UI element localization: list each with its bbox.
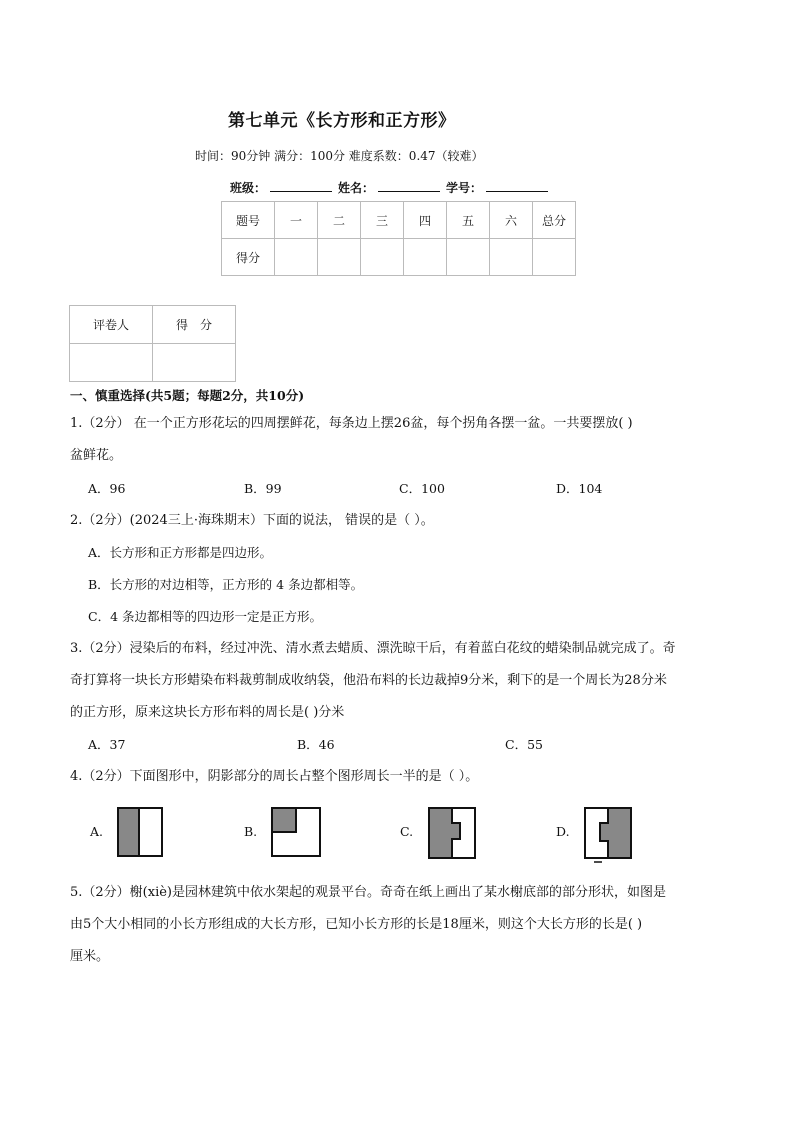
grader-label: 评卷人 — [70, 306, 153, 344]
q2-option-b[interactable]: B．长方形的对边相等，正方形的 4 条边都相等。 — [88, 577, 364, 592]
question-2-line1: 2.（2分）(2024三上·海珠期末）下面的说法， 错误的是（ ）。 — [70, 513, 434, 528]
question-5-line2: 由5个大小相同的小长方形组成的大长方形，已知小长方形的长是18厘米，则这个大长方形的长是( ) — [70, 917, 643, 932]
q3-option-b[interactable]: B．46 — [297, 737, 335, 752]
q1-option-d[interactable]: D．104 — [556, 481, 603, 496]
q3-option-a[interactable]: A．37 — [88, 737, 126, 752]
q4-figure-d — [584, 807, 632, 863]
q4-option-b[interactable]: B. — [244, 824, 258, 839]
score-input-cell[interactable] — [447, 239, 490, 276]
score-cell: 二 — [318, 202, 361, 239]
page-title: 第七单元《长方形和正方形》 — [228, 111, 456, 131]
score-input-cell[interactable] — [404, 239, 447, 276]
name-field[interactable] — [378, 179, 440, 192]
q4-option-a[interactable]: A. — [90, 824, 104, 839]
score-input-cell[interactable] — [361, 239, 404, 276]
grader-score-cell[interactable] — [153, 344, 236, 382]
q3-option-c[interactable]: C．55 — [505, 737, 543, 752]
question-5-line3: 厘米。 — [70, 949, 110, 964]
score-header-row — [222, 202, 576, 239]
section-heading: 一、慎重选择(共5题；每题2分，共10分) — [70, 388, 305, 403]
score-cell: 五 — [447, 202, 490, 239]
question-4-line1: 4.（2分）下面图形中，阴影部分的周长占整个图形周长一半的是（ ）。 — [70, 769, 479, 784]
score-row-label: 得分 — [222, 239, 275, 276]
question-1-line1: 1.（2分） 在一个正方形花坛的四周摆鲜花，每条边上摆26盆，每个拐角各摆一盆。一共要摆放( ) — [70, 416, 633, 431]
score-cell: 三 — [361, 202, 404, 239]
score-cell: 四 — [404, 202, 447, 239]
q1-option-c[interactable]: C．100 — [399, 481, 445, 496]
grader-table — [69, 305, 236, 382]
question-3-line2: 奇打算将一块长方形蜡染布料裁剪制成收纳袋，他沿布料的长边裁掉9分米，剩下的是一个周长为28分米 — [70, 673, 667, 688]
q4-figure-a — [117, 807, 163, 857]
score-input-cell[interactable] — [318, 239, 361, 276]
score-input-cell[interactable] — [275, 239, 318, 276]
grader-score-label: 得 分 — [153, 306, 236, 344]
q2-option-c[interactable]: C．4 条边都相等的四边形一定是正方形。 — [88, 609, 322, 624]
q1-option-a[interactable]: A．96 — [88, 481, 126, 496]
class-label: 班级： — [230, 181, 267, 195]
q4-option-c[interactable]: C. — [400, 824, 414, 839]
q4-figure-c — [428, 807, 476, 859]
question-1-line2: 盆鲜花。 — [70, 448, 123, 463]
q4-figure-b — [271, 807, 321, 857]
question-3-line1: 3.（2分）浸染后的布料，经过冲洗、清水煮去蜡质、漂洗晾干后，有着蓝白花纹的蜡染制品就完成了。奇 — [70, 641, 676, 656]
student-info — [230, 179, 550, 196]
id-field[interactable] — [486, 179, 548, 192]
id-label: 学号： — [446, 181, 483, 195]
score-value-row — [222, 239, 576, 276]
question-3-line3: 的正方形，原来这块长方形布料的周长是( )分米 — [70, 705, 345, 720]
score-table — [221, 201, 576, 276]
q2-option-a[interactable]: A．长方形和正方形都是四边形。 — [88, 545, 273, 560]
score-cell: 总分 — [533, 202, 576, 239]
class-field[interactable] — [270, 179, 332, 192]
exam-meta: 时间：90分钟 满分：100分 难度系数：0.47（较难） — [195, 149, 484, 163]
score-cell: 一 — [275, 202, 318, 239]
question-5-line1: 5.（2分）榭(xiè)是园林建筑中依水架起的观景平台。奇奇在纸上画出了某水榭底部的部分形状，如图是 — [70, 885, 667, 900]
score-cell: 六 — [490, 202, 533, 239]
score-input-cell[interactable] — [533, 239, 576, 276]
name-label: 姓名： — [338, 181, 375, 195]
q1-option-b[interactable]: B．99 — [244, 481, 282, 496]
score-cell: 题号 — [222, 202, 275, 239]
grader-input-cell[interactable] — [70, 344, 153, 382]
q4-option-d[interactable]: D. — [556, 824, 570, 839]
score-input-cell[interactable] — [490, 239, 533, 276]
